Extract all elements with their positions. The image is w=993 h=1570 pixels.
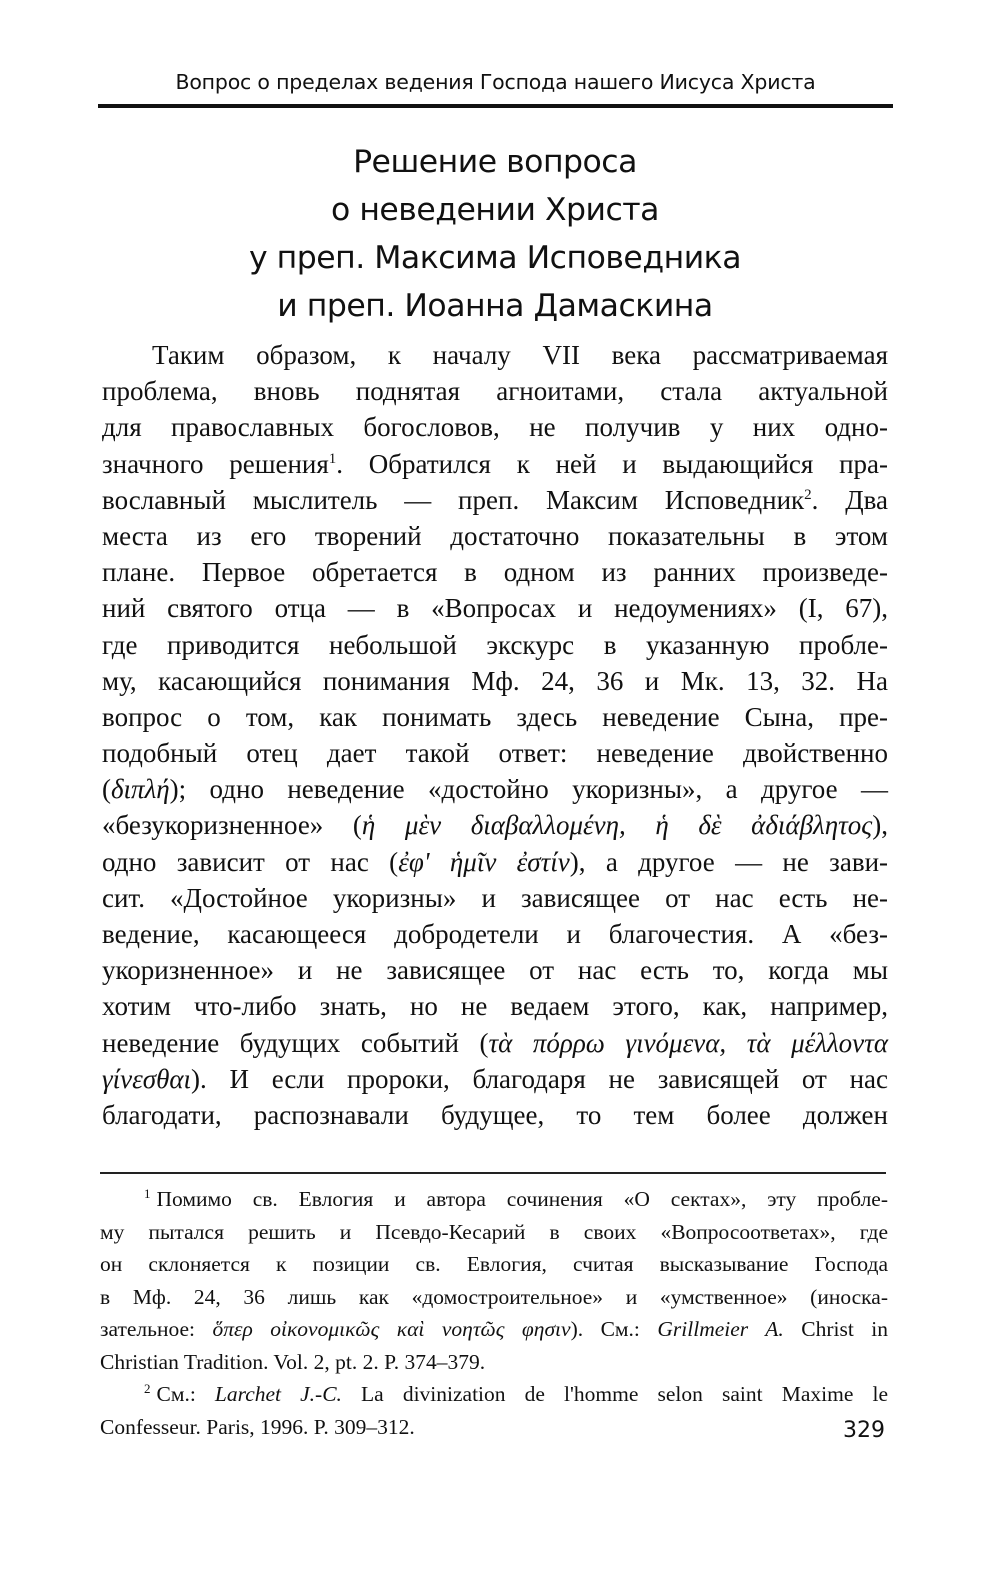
text-span: ), — [872, 810, 888, 841]
text-line — [102, 518, 888, 554]
footnote-ref-2[interactable]: 2 — [804, 486, 812, 503]
text-line — [102, 844, 888, 880]
text-span: он склоняется к позиции св. Евлогия, считая высказывание Господа — [100, 1252, 888, 1276]
footnote-1-line — [100, 1183, 888, 1216]
text-span — [102, 446, 888, 482]
text-span — [102, 482, 888, 518]
text-span: ); одно неведение «достойно укоризны», а другое — — [169, 774, 888, 805]
text-line — [102, 952, 888, 988]
page-number: 329 — [843, 1418, 885, 1443]
text-span — [144, 1183, 888, 1216]
greek-quote: ἐφ' ἡμῖν ἐστίν — [398, 846, 570, 877]
text-span: для православных богословов, не получив у них одно- — [102, 412, 888, 443]
footnote-marker: 1 — [144, 1186, 151, 1201]
text-span: . Два — [811, 484, 888, 515]
text-span — [102, 844, 888, 880]
text-line — [102, 880, 888, 916]
text-span: La divinization de l'homme selon saint Maxime le — [341, 1382, 888, 1406]
text-span: «безукоризненное» ( — [102, 810, 362, 841]
text-line — [102, 409, 888, 445]
text-span: зательное: — [100, 1317, 213, 1341]
text-line — [102, 627, 888, 663]
greek-quote: ἡ μὲν διαβαλλομένη, ἡ δὲ ἀδιάβλητος — [361, 810, 873, 841]
text-span: сит. «Достойное укоризны» и зависящее от нас есть не- — [102, 882, 888, 913]
text-span: неведение будущих событий ( — [102, 1027, 489, 1058]
text-span: . Обратился к ней и выдающийся пра- — [336, 448, 888, 479]
footnote-1-line — [100, 1248, 888, 1281]
text-span: ведение, касающееся добродетели и благочестия. А «без- — [102, 919, 888, 949]
text-span: в Мф. 24, 36 лишь как «домостроительное» и «умственное» (иноска- — [100, 1284, 888, 1309]
text-span: укоризненное» и не зависящее от нас есть то, когда мы — [102, 955, 888, 986]
text-line — [102, 988, 888, 1024]
text-span: хотим что-либо знать, но не ведаем этого, как, например, — [102, 991, 888, 1022]
text-span: ( — [102, 774, 111, 805]
text-span: Christian Tradition. Vol. 2, pt. 2. P. 374–379. — [100, 1349, 486, 1374]
text-line — [102, 554, 888, 590]
text-span: места из его творений достаточно показательны в этом — [102, 520, 888, 551]
greek-quote: διπλή — [111, 774, 170, 805]
footnote-marker: 2 — [144, 1381, 151, 1396]
footnote-1-line — [100, 1313, 888, 1346]
citation-author: Larchet J.-C. — [214, 1382, 342, 1406]
text-line — [102, 1025, 888, 1061]
text-span — [144, 1378, 888, 1411]
text-span: Christ in — [783, 1317, 888, 1341]
chapter-title-line: и преп. Иоанна Дамаскина — [277, 288, 713, 324]
text-line — [102, 807, 888, 843]
text-line — [102, 590, 888, 626]
text-span: ний святого отца — в «Вопросах и недоумениях» (I, 67), — [102, 593, 888, 624]
text-span: Таким образом, к началу VII века рассматриваемая — [152, 340, 888, 370]
text-line — [102, 373, 888, 409]
text-span — [102, 1025, 888, 1061]
text-line — [102, 663, 888, 699]
greek-quote: γίνεσθαι — [102, 1063, 192, 1094]
text-span: См.: — [156, 1382, 215, 1406]
text-line — [102, 771, 888, 807]
text-span — [102, 771, 888, 807]
text-span: му, касающийся понимания Мф. 24, 36 и Мк. 13, 32. На — [102, 665, 888, 696]
chapter-title-line: Решение вопроса — [353, 144, 637, 180]
text-span — [100, 1313, 888, 1346]
text-span: подобный отец дает такой ответ: неведение двойственно — [102, 738, 888, 769]
text-line — [102, 1061, 888, 1097]
text-span: Помимо св. Евлогия и автора сочинения «О сектах», эту пробле- — [156, 1187, 888, 1211]
body-paragraph — [102, 337, 888, 1133]
text-line — [102, 337, 888, 373]
text-span: значного решения — [102, 448, 329, 479]
text-span — [102, 1061, 888, 1097]
text-span: ). См.: — [570, 1317, 658, 1341]
chapter-title-line: у преп. Максима Исповедника — [249, 240, 741, 276]
text-span: где приводится небольшой экскурс в указанную пробле- — [102, 629, 888, 660]
running-head-rule — [98, 104, 893, 108]
footnote-2-line — [100, 1378, 888, 1411]
footnote-ref-1[interactable]: 1 — [328, 450, 337, 467]
citation-author: Grillmeier A. — [657, 1317, 784, 1341]
text-span: ). И если пророки, благодаря не зависящей от нас — [191, 1063, 888, 1094]
footnote-2-line — [100, 1411, 888, 1444]
chapter-title — [100, 138, 890, 330]
text-line — [102, 916, 888, 952]
footnote-1-line — [100, 1346, 888, 1379]
text-span: плане. Первое обретается в одном из ранних произведе- — [102, 557, 888, 588]
text-span: вославный мыслитель — преп. Максим Исповедник — [102, 484, 805, 515]
text-line — [102, 1097, 888, 1133]
text-line — [102, 482, 888, 518]
text-span: му пытался решить и Псевдо-Кесарий в своих «Вопросоответах», где — [100, 1219, 888, 1244]
text-span: вопрос о том, как понимать здесь неведение Сына, пре- — [102, 701, 888, 732]
greek-quote: ὅπερ οἰκονομικῶς καὶ νοητῶς φησιν — [212, 1317, 571, 1341]
running-head: Вопрос о пределах ведения Господа нашего Иисуса Христа — [175, 70, 816, 94]
footnote-rule — [100, 1172, 886, 1174]
footnotes — [100, 1183, 888, 1443]
text-line — [102, 699, 888, 735]
text-span: одно зависит от нас ( — [102, 846, 399, 877]
text-span: благодати, распознавали будущее, то тем более должен — [102, 1099, 888, 1130]
greek-quote: τὰ πόρρω γινόμενα, τὰ μέλλοντα — [488, 1027, 888, 1058]
text-span: ), а другое — не зави- — [569, 846, 889, 877]
text-line — [102, 446, 888, 482]
chapter-title-line: о неведении Христа — [331, 192, 659, 228]
text-span: проблема, вновь поднятая агноитами, стала актуальной — [102, 376, 888, 407]
footnote-1-line — [100, 1281, 888, 1314]
footnote-1-line — [100, 1216, 888, 1249]
text-line — [102, 735, 888, 771]
text-span — [102, 807, 888, 843]
text-span: Confesseur. Paris, 1996. P. 309–312. — [100, 1414, 415, 1439]
